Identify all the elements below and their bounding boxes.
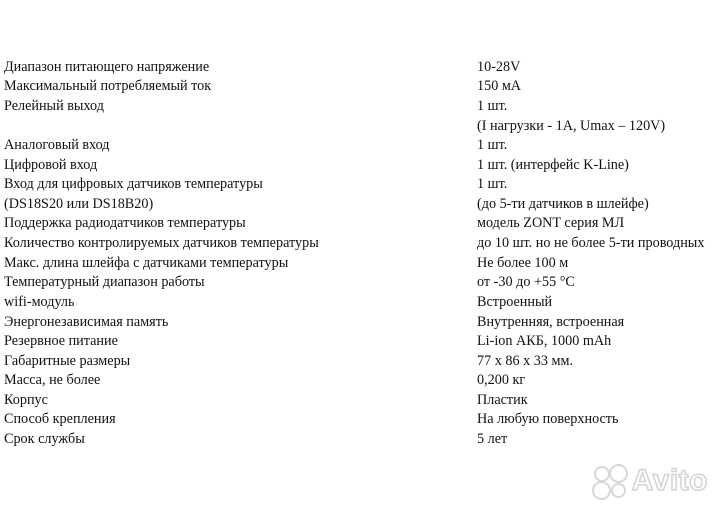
spec-value: модель ZONT серия МЛ <box>477 215 625 231</box>
spec-value: (до 5-ти датчиков в шлейфе) <box>477 196 649 212</box>
spec-row <box>0 272 720 292</box>
spec-row <box>0 233 720 253</box>
spec-label: Вход для цифровых датчиков температуры <box>4 176 263 192</box>
spec-value: 10-28V <box>477 59 521 75</box>
spec-value: (I нагрузки - 1А, Umax – 120V) <box>477 118 666 134</box>
spec-row <box>0 351 720 371</box>
spec-row <box>0 96 720 116</box>
spec-row <box>0 116 720 136</box>
spec-label: Диапазон питающего напряжение <box>4 59 210 75</box>
avito-watermark <box>592 464 708 498</box>
spec-row <box>0 76 720 96</box>
spec-value: 1 шт. <box>477 98 508 114</box>
spec-label: Аналоговый вход <box>4 137 110 153</box>
spec-label: Габаритные размеры <box>4 353 131 369</box>
spec-value: 5 лет <box>477 431 508 447</box>
spec-row <box>0 292 720 312</box>
spec-value: до 10 шт. но не более 5-ти проводных <box>477 235 705 251</box>
spec-row <box>0 194 720 214</box>
spec-value: 1 шт. <box>477 137 508 153</box>
spec-value: На любую поверхность <box>477 411 619 427</box>
spec-label: Способ крепления <box>4 411 116 427</box>
spec-label: Корпус <box>4 392 48 408</box>
avito-watermark-text: Avito <box>631 464 708 497</box>
spec-value: 1 шт. (интерфейс K-Line) <box>477 157 629 173</box>
spec-label: Релейный выход <box>4 98 104 114</box>
spec-value: 1 шт. <box>477 176 508 192</box>
spec-label: wifi-модуль <box>4 294 75 310</box>
spec-label: Максимальный потребляемый ток <box>4 78 212 94</box>
spec-label: Макс. длина шлейфа с датчиками температуры <box>4 255 289 271</box>
spec-row <box>0 253 720 273</box>
spec-value: Пластик <box>477 392 528 408</box>
spec-value: Не более 100 м <box>477 255 569 271</box>
spec-value: Li-ion АКБ, 1000 mAh <box>477 333 612 349</box>
spec-row <box>0 155 720 175</box>
spec-value: от -30 до +55 °С <box>477 274 575 290</box>
spec-label: Энергонезависимая память <box>4 314 169 330</box>
spec-label: Температурный диапазон работы <box>4 274 205 290</box>
spec-row <box>0 370 720 390</box>
spec-row <box>0 429 720 449</box>
spec-value: Встроенный <box>477 294 553 310</box>
spec-label: Поддержка радиодатчиков температуры <box>4 215 246 231</box>
spec-row <box>0 213 720 233</box>
spec-label: Срок службы <box>4 431 85 447</box>
spec-value: 150 мА <box>477 78 522 94</box>
spec-row <box>0 409 720 429</box>
spec-row <box>0 135 720 155</box>
spec-label: Масса, не более <box>4 372 101 388</box>
spec-row <box>0 390 720 410</box>
spec-row <box>0 331 720 351</box>
spec-row <box>0 174 720 194</box>
spec-row <box>0 57 720 77</box>
spec-row <box>0 312 720 332</box>
spec-label: Количество контролируемых датчиков температуры <box>4 235 319 251</box>
spec-label: (DS18S20 или DS18B20) <box>4 196 154 212</box>
spec-value: Внутренняя, встроенная <box>477 314 625 330</box>
spec-label: Цифровой вход <box>4 157 98 173</box>
spec-label: Резервное питание <box>4 333 118 349</box>
spec-value: 77 х 86 х 33 мм. <box>477 353 573 369</box>
avito-dots-icon <box>592 464 626 498</box>
spec-value: 0,200 кг <box>477 372 526 388</box>
